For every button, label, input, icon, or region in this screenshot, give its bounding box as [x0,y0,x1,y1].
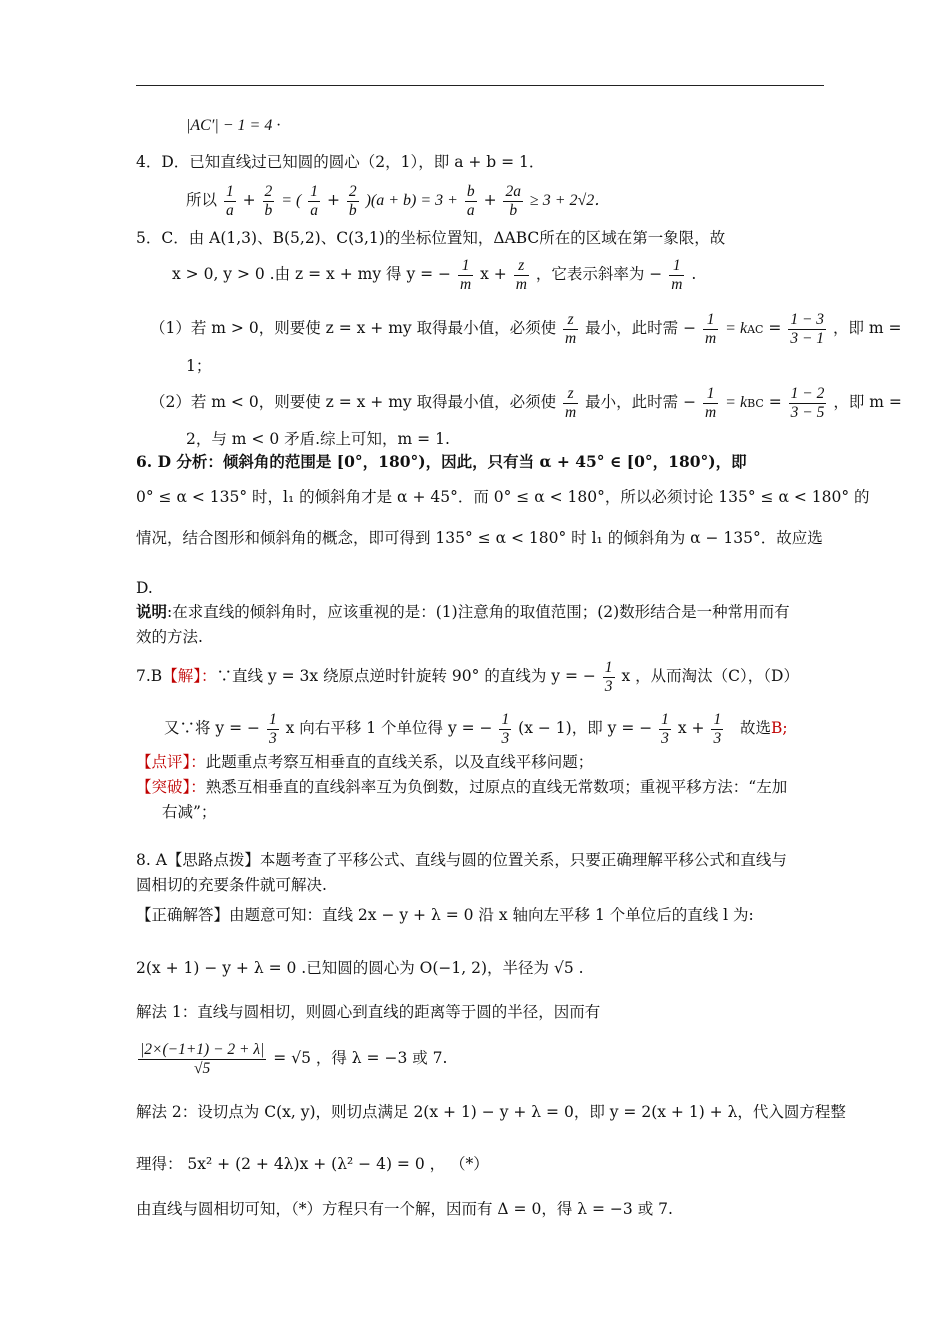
q6-line: D. [136,579,153,597]
note-line: 效的方法. [136,628,203,646]
q8-line: 圆相切的充要条件就可解决. [136,876,327,894]
q4-line: 4．D．已知直线过已知圆的圆心（2，1），即 a + b = 1． [136,153,545,171]
q8-line: 理得： 5x² + (2 + 4λ)x + (λ² − 4) = 0 ， （*） [136,1155,489,1173]
q8-line: 由直线与圆相切可知，（*）方程只有一个解，因而有 Δ = 0，得 λ = −3 或 7. [136,1200,673,1218]
break-line: 右减”； [162,803,217,821]
q8-line: 解法 1：直线与圆相切，则圆心到直线的距离等于圆的半径，因而有 [136,1003,601,1021]
fraction: $\frac{1}{m}$ [705,384,717,421]
q8-line: 2(x + 1) − y + λ = 0 .已知圆的圆心为 O(−1, 2)，半径为 √5 . [136,959,584,977]
q7-line: 7.B【解】：∵直线 y = 3x 绕原点逆时针旋转 90° 的直线为 y = − $\frac{1}{3}$ x ，从而淘汰（C），（D） [136,658,799,695]
q8-line: 8. A【思路点拨】本题考查了平移公式、直线与圆的位置关系，只要正确理解平移公式和直线与 [136,851,787,869]
fraction: $\frac{|2\times(-1+1) - 2 + \lambda|}{√5}$ [140,1040,265,1077]
comment-line: 【点评】：此题重点考察互相垂直的直线关系，以及直线平移问题； [136,753,594,771]
fraction: $\frac{1 - 3}{3 - 1}$ [790,310,825,347]
fraction: $\frac{2}{b}$ [264,182,273,219]
q5-formula: x > 0, y > 0 .由 z = x + my 得 y = − $\frac{1}{m}$ x + $\frac{z}{m}$ ，它表示斜率为 − $\frac{1}{m}$ . [172,256,697,293]
q6-line: 情况，结合图形和倾斜角的概念，即可得到 135° ≤ α < 180° 时 l₁ 的倾斜角为 α − 135°．故应选 [136,529,823,547]
fraction: $\frac{z}{m}$ [565,310,577,347]
q5-case1-cont: 1； [186,357,212,375]
q5-case1: （1）若 m > 0，则要使 z = x + my 取得最小值，必须使 $\frac{z}{m}$ 最小，此时需 − $\frac{1}{m}$ = kAC = $\frac{1 - 3}{3 - 1}$ ，即 m = [150,310,902,347]
fraction: $\frac{1}{3}$ [713,710,722,747]
fraction: $\frac{z}{m}$ [565,384,577,421]
text: 所以 [186,191,218,209]
fraction: $\frac{1}{3}$ [268,710,277,747]
fraction: $\frac{1}{3}$ [661,710,669,747]
q5-line: 5．C．由 A(1,3)、B(5,2)、C(3,1)的坐标位置知，ΔABC所在的区域在第一象限，故 [136,229,726,247]
fraction: $\frac{1 - 2}{3 - 5}$ [790,384,825,421]
q8-line: 【正确解答】由题意可知：直线 2x − y + λ = 0 沿 x 轴向左平移 1 个单位后的直线 l 为: [136,906,754,924]
fraction: $\frac{1}{m}$ [671,256,683,293]
fraction: $\frac{b}{a}$ [466,182,475,219]
fraction: $\frac{1}{a}$ [225,182,234,219]
header-rule [136,85,824,86]
q5-case2: （2）若 m < 0，则要使 z = x + my 取得最小值，必须使 $\frac{z}{m}$ 最小，此时需 − $\frac{1}{m}$ = kBC = $\frac{1 - 2}{3 - 5}$ ，即 m = [150,384,902,421]
q6-line: 6. D 分析：倾斜角的范围是 [0°，180°)，因此，只有当 α + 45° ∈ [0°，180°)，即 [136,452,747,471]
q7-line: 又∵将 y = − $\frac{1}{3}$ x 向右平移 1 个单位得 y = − $\frac{1}{3}$ (x − 1)，即 y = − $\frac{1}{3}$ x + $\frac{1}{3}$ 故选B; [164,710,788,747]
fraction: $\frac{1}{m}$ [705,310,717,347]
fraction: $\frac{z}{m}$ [515,256,527,293]
fraction: $\frac{2a}{b}$ [505,182,521,219]
fraction: $\frac{1}{m}$ [459,256,472,293]
q6-line: 0° ≤ α < 135° 时，l₁ 的倾斜角才是 α + 45°．而 0° ≤ α < 180°，所以必须讨论 135° ≤ α < 180° 的 [136,488,870,506]
fraction: $\frac{1}{3}$ [604,658,613,695]
q8-formula: $\frac{|2\times(-1+1) - 2 + \lambda|}{√5}$ = √5 ，得 λ = −3 或 7. [140,1040,448,1077]
q8-line: 解法 2：设切点为 C(x, y)，则切点满足 2(x + 1) − y + λ = 0，即 y = 2(x + 1) + λ，代入圆方程整 [136,1103,846,1121]
note-line: 说明:在求直线的倾斜角时，应该重视的是：(1)注意角的取值范围；(2)数形结合是一种常用而有 [136,602,790,621]
q4-formula: 所以 $\frac{1}{a}$ + $\frac{2}{b}$ = ( $\frac{1}{a}$ + $\frac{2}{b}$ )(a + b) = 3 + $\frac{b}{a}$ + $\frac{2a}{b}$ ≥ 3 + 2√2． [186,182,611,219]
q5-case2-cont: 2，与 m < 0 矛盾.综上可知，m = 1. [186,430,450,448]
fraction: $\frac{1}{a}$ [310,182,319,219]
break-line: 【突破】：熟悉互相垂直的直线斜率互为负倒数，过原点的直线无常数项；重视平移方法：“左加 [136,778,788,796]
fraction: $\frac{1}{3}$ [501,710,510,747]
fraction: $\frac{2}{b}$ [348,182,357,219]
text-line: |AC′| − 1 = 4 · [186,117,281,134]
